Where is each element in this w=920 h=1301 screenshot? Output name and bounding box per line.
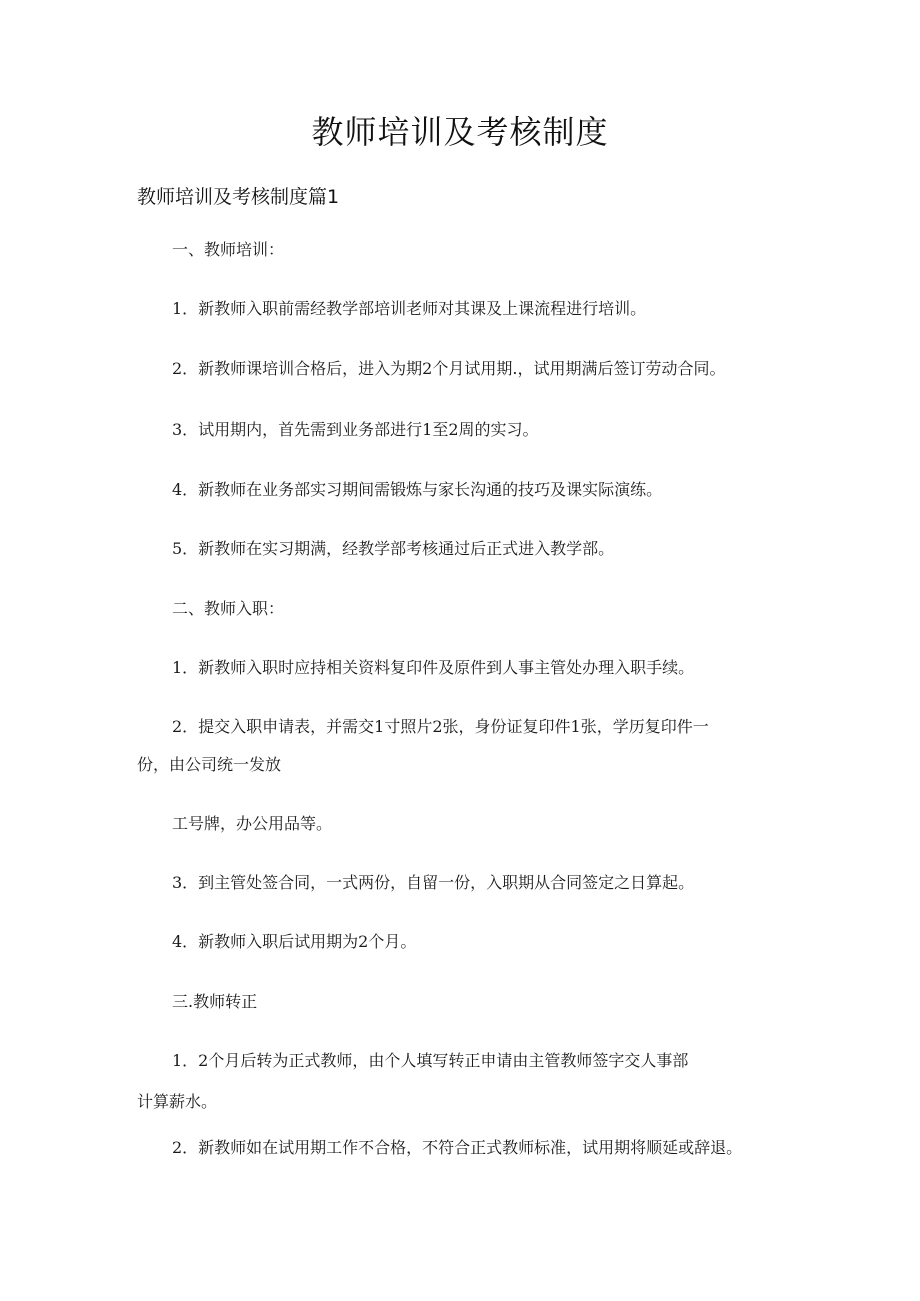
section-heading-training: 一、教师培训：	[172, 240, 285, 259]
section-heading-onboarding: 二、教师入职：	[172, 599, 285, 618]
paragraph: 2．提交入职申请表，并需交1寸照片2张，身份证复印件1张，学历复印件一	[172, 717, 709, 736]
document-title: 教师培训及考核制度	[311, 113, 609, 151]
paragraph: 5．新教师在实习期满，经教学部考核通过后正式进入教学部。	[172, 539, 615, 558]
paragraph: 1．新教师入职时应持相关资料复印件及原件到人事主管处办理入职手续。	[172, 658, 695, 677]
paragraph-continuation: 计算薪水。	[137, 1092, 218, 1111]
paragraph: 工号牌，办公用品等。	[172, 814, 333, 833]
paragraph: 4．新教师在业务部实习期间需锻炼与家长沟通的技巧及课实际演练。	[172, 480, 663, 499]
paragraph: 1．2个月后转为正式教师，由个人填写转正申请由主管教师签字交人事部	[172, 1051, 689, 1070]
paragraph: 3．到主管处签合同，一式两份，自留一份，入职期从合同签定之日算起。	[172, 873, 695, 892]
paragraph: 4．新教师入职后试用期为2个月。	[172, 932, 417, 951]
paragraph: 2．新教师如在试用期工作不合格，不符合正式教师标准，试用期将顺延或辞退。	[172, 1138, 743, 1157]
paragraph: 1．新教师入职前需经教学部培训老师对其课及上课流程进行培训。	[172, 299, 647, 318]
paragraph-continuation: 份，由公司统一发放	[137, 755, 282, 774]
section-heading-regularization: 三.教师转正	[172, 992, 258, 1011]
document-subtitle: 教师培训及考核制度篇1	[137, 186, 340, 208]
paragraph: 3．试用期内，首先需到业务部进行1至2周的实习。	[172, 420, 539, 439]
paragraph: 2．新教师课培训合格后，进入为期2个月试用期.，试用期满后签订劳动合同。	[172, 359, 726, 378]
